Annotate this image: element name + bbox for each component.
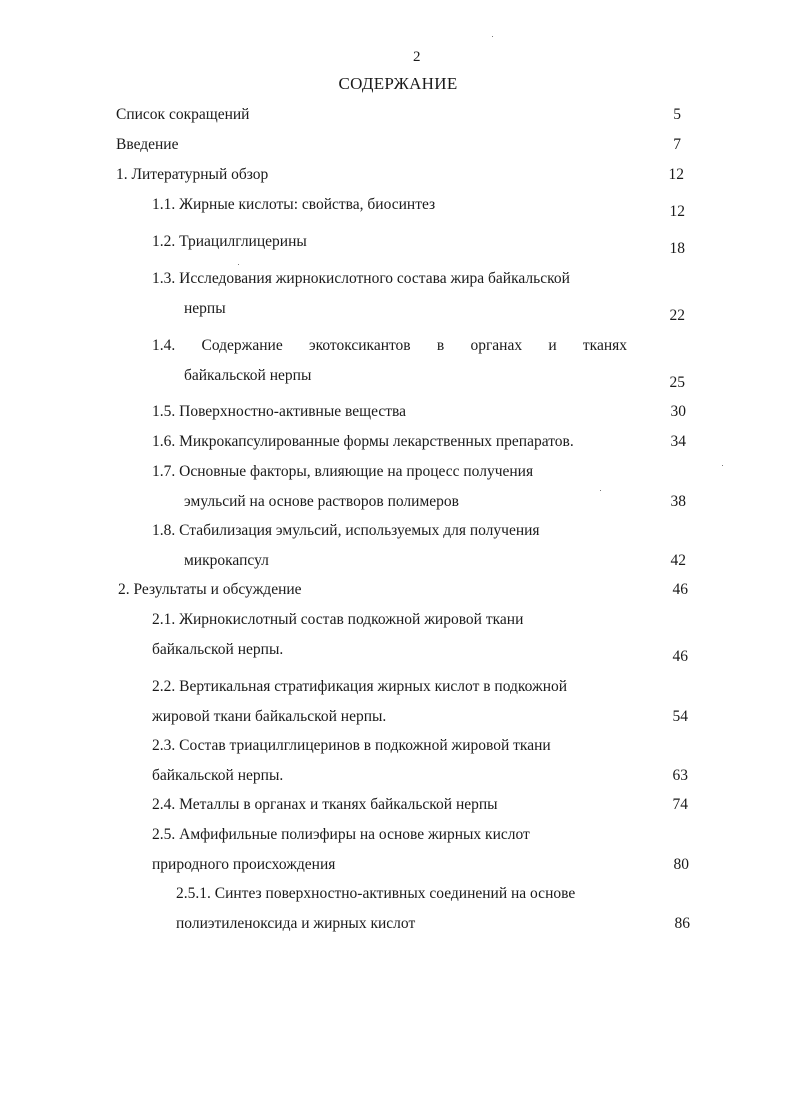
toc-entry-1-8-line1: 1.8. Стабилизация эмульсий, используемых для получения [152,522,540,539]
toc-entry-2-5-line1: 2.5. Амфифильные полиэфиры на основе жирных кислот [152,826,530,843]
toc-page-number: 22 [669,307,685,324]
toc-entry-2-1-line2: байкальской нерпы. [152,641,284,658]
toc-page-number: 18 [669,240,685,257]
toc-page-number: 63 [672,767,688,784]
toc-entry-1-5: 1.5. Поверхностно-активные вещества [152,403,406,420]
page-number: 2 [413,49,421,65]
toc-entry-1-4-line2: байкальской нерпы [184,367,312,384]
toc-entry-chapter-1: 1. Литературный обзор [116,166,269,183]
toc-word: и [548,337,557,354]
toc-page-number: 30 [670,403,686,420]
toc-page-number: 86 [674,915,690,932]
toc-word: органах [470,337,523,354]
toc-word: экотоксикантов [308,337,411,354]
toc-entry-2-2-line2: жировой ткани байкальской нерпы. [152,708,387,725]
toc-entry-2-3-line2: байкальской нерпы. [152,767,284,784]
toc-entry-2-5-1-line2: полиэтиленоксида и жирных кислот [176,915,416,932]
toc-word: тканях [582,337,627,354]
toc-page-number: 54 [672,708,688,725]
scan-speck [722,465,723,466]
toc-entry-1-6: 1.6. Микрокапсулированные формы лекарственных препаратов. [152,433,574,450]
toc-entry-2-2-line1: 2.2. Вертикальная стратификация жирных кислот в подкожной [152,678,568,695]
toc-entry-2-5-1-line1: 2.5.1. Синтез поверхностно-активных соединений на основе [176,885,576,902]
scan-speck [492,36,493,37]
toc-word: в [436,337,445,354]
toc-page-number: 25 [669,374,685,391]
toc-entry-1-7-line2: эмульсий на основе растворов полимеров [184,493,459,510]
toc-entry-1-3-line2: нерпы [184,300,226,317]
toc-word: 1.4. [152,337,176,354]
toc-page-number: 42 [670,552,686,569]
toc-entry-1-1: 1.1. Жирные кислоты: свойства, биосинтез [152,196,436,213]
toc-entry-chapter-2: 2. Результаты и обсуждение [118,581,302,598]
toc-entry-1-8-line2: микрокапсул [184,552,269,569]
toc-page-number: 74 [672,796,688,813]
toc-word: Содержание [201,337,283,354]
toc-page-number: 12 [669,203,685,220]
toc-page-number: 5 [673,106,681,123]
scan-speck [600,490,601,491]
toc-entry-2-4: 2.4. Металлы в органах и тканях байкальской нерпы [152,796,498,813]
toc-page-number: 46 [672,581,688,598]
toc-entry-2-5-line2: природного происхождения [152,856,336,873]
scan-speck [238,264,239,265]
toc-title: СОДЕРЖАНИЕ [338,74,458,93]
toc-entry-2-1-line1: 2.1. Жирнокислотный состав подкожной жировой ткани [152,611,524,628]
toc-entry-1-4-line1 [152,337,627,355]
toc-page-number: 7 [673,136,681,153]
toc-page-number: 12 [668,166,684,183]
toc-entry-2-3-line1: 2.3. Состав триацилглицеринов в подкожной жировой ткани [152,737,551,754]
toc-entry-1-3-line1: 1.3. Исследования жирнокислотного состава жира байкальской [152,270,570,287]
toc-page-number: 46 [672,648,688,665]
toc-page-number: 34 [670,433,686,450]
toc-entry-1-2: 1.2. Триацилглицерины [152,233,307,250]
toc-entry-abbreviations: Список сокращений [116,106,250,123]
toc-page-number: 80 [673,856,689,873]
toc-entry-1-7-line1: 1.7. Основные факторы, влияющие на процесс получения [152,463,534,480]
toc-page-number: 38 [670,493,686,510]
toc-entry-introduction: Введение [116,136,179,153]
